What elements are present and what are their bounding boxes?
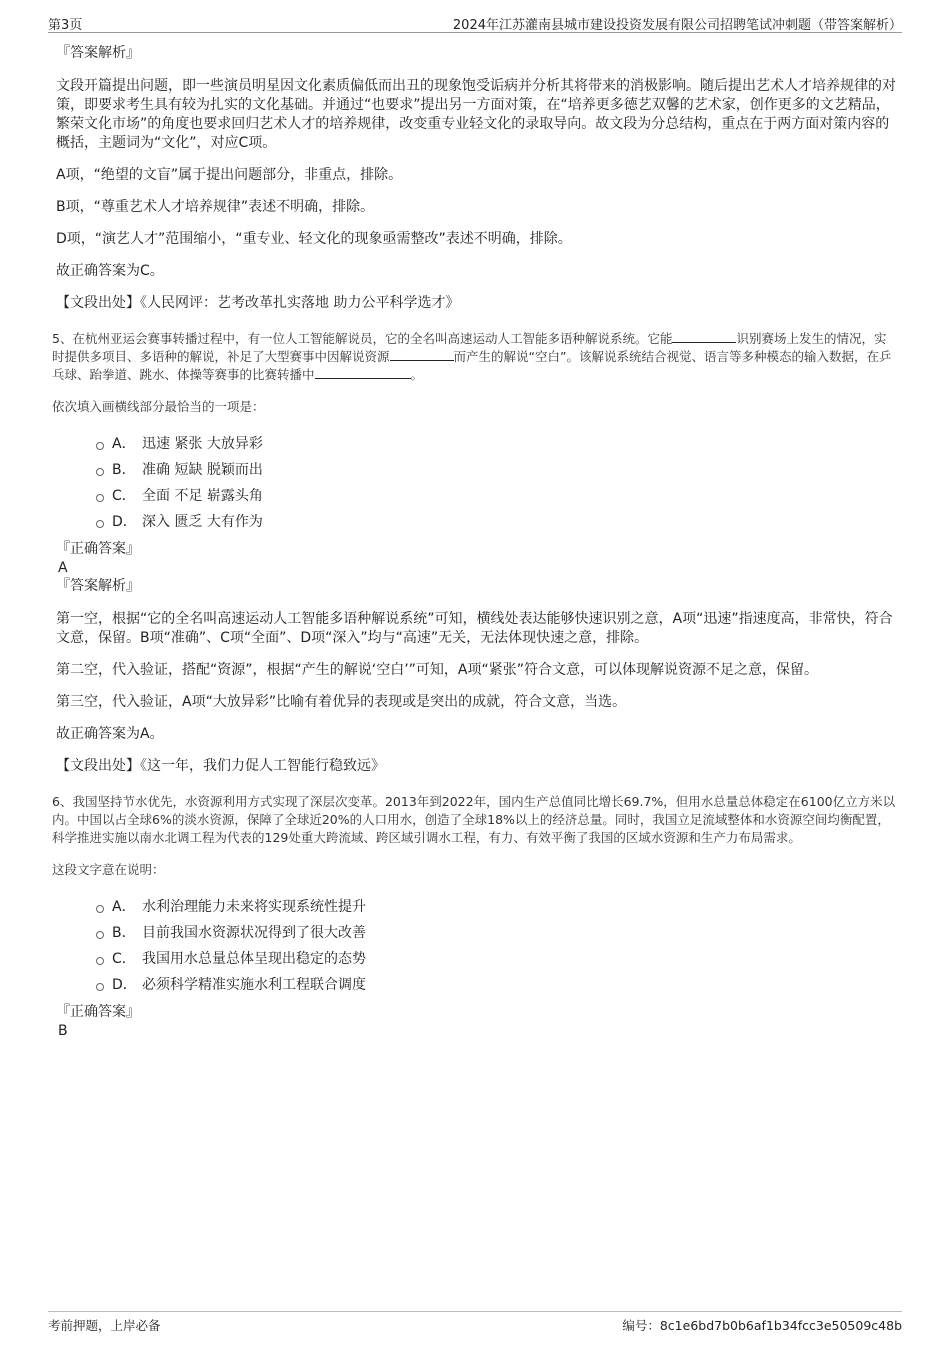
radio-icon[interactable] (96, 494, 104, 502)
option-text: 我国用水总量总体呈现出稳定的态势 (142, 951, 366, 967)
fill-blank-1 (672, 330, 736, 343)
page-content (52, 44, 896, 1040)
option-text: 深入 匮乏 大有作为 (142, 514, 263, 530)
radio-icon[interactable] (96, 468, 104, 476)
correct-answer: B (58, 1023, 68, 1039)
page-number: 第3页 (48, 18, 83, 33)
option-letter: A． (112, 436, 136, 452)
page-footer (48, 1311, 902, 1335)
radio-icon[interactable] (96, 905, 104, 913)
analysis-label: 『答案解析』 (56, 45, 140, 61)
option-list (96, 893, 896, 997)
radio-icon[interactable] (96, 442, 104, 450)
analysis-label: 『答案解析』 (56, 578, 140, 594)
option-d[interactable] (96, 971, 896, 997)
option-a[interactable] (96, 893, 896, 919)
source-citation: 【文段出处】《这一年，我们力促人工智能行稳致远》 (56, 758, 385, 774)
option-text: 准确 短缺 脱颖而出 (142, 462, 263, 478)
option-text: 目前我国水资源状况得到了很大改善 (142, 925, 366, 941)
fill-blank-3 (315, 366, 411, 379)
document-id: 编号：8c1e6bd7b0b6af1b34fcc3e50509c48b (622, 1318, 902, 1333)
option-b[interactable] (96, 456, 896, 482)
option-c[interactable] (96, 482, 896, 508)
option-text: 全面 不足 崭露头角 (142, 488, 263, 504)
question-prompt: 这段文字意在说明： (52, 862, 165, 877)
option-letter: C． (112, 488, 136, 504)
analysis-conclusion: 故正确答案为A。 (56, 726, 164, 742)
option-letter: C． (112, 951, 136, 967)
radio-icon[interactable] (96, 520, 104, 528)
option-letter: B． (112, 462, 136, 478)
option-letter: B． (112, 925, 136, 941)
option-c[interactable] (96, 945, 896, 971)
analysis-option-b: B项，“尊重艺术人才培养规律”表述不明确，排除。 (56, 199, 375, 215)
analysis-paragraph-3: 第三空，代入验证，A项“大放异彩”比喻有着优异的表现或是突出的成就，符合文意，当选。 (56, 694, 627, 710)
question-prompt: 依次填入画横线部分最恰当的一项是： (52, 399, 265, 414)
footer-slogan: 考前押题，上岸必备 (48, 1318, 161, 1333)
option-a[interactable] (96, 430, 896, 456)
option-text: 迅速 紧张 大放异彩 (142, 436, 263, 452)
option-text: 必须科学精准实施水利工程联合调度 (142, 977, 366, 993)
analysis-paragraph-1: 第一空，根据“它的全名叫高速运动人工智能多语种解说系统”可知，横线处表达能够快速识别之意，A项“迅速”指速度高，非常快，符合文意，保留。B项“准确”、C项“全面”、D项“深入”均与“高速”无关，无法体现快速之意，排除。 (56, 611, 893, 646)
fill-blank-2 (390, 348, 454, 361)
option-letter: D． (112, 977, 137, 993)
option-d[interactable] (96, 508, 896, 534)
document-title: 2024年江苏灌南县城市建设投资发展有限公司招聘笔试冲刺题（带答案解析） (452, 18, 902, 33)
analysis-option-a: A项，“绝望的文盲”属于提出问题部分，非重点，排除。 (56, 167, 403, 183)
option-list (96, 430, 896, 534)
option-text: 水利治理能力未来将实现系统性提升 (142, 899, 366, 915)
radio-icon[interactable] (96, 957, 104, 965)
correct-answer: A (58, 560, 68, 576)
question-stem: 5、在杭州亚运会赛事转播过程中，有一位人工智能解说员，它的全名叫高速运动人工智能多语种解说系统。它能 识别赛场上发生的情况，实时提供多项目、多语种的解说，补足了大型赛事中因解说资源 而产生的解说“空白”。该解说系统结合视觉、语言等多种模态的输入数据，在乒乓球、跆拳道、跳水、体操等赛事的比赛转播中 。 (52, 331, 892, 382)
question-stem: 6、我国坚持节水优先，水资源利用方式实现了深层次变革。2013年到2022年，国内生产总值同比增长69.7%，但用水总量总体稳定在6100亿立方米以内。中国以占全球6%的淡水资源，保障了全球近20%的人口用水，创造了全球18%以上的经济总量。同时，我国立足流域整体和水资源空间均衡配置，科学推进实施以南水北调工程为代表的129处重大跨流域、跨区域引调水工程，有力、有效平衡了我国的区域水资源和生产力布局需求。 (52, 794, 896, 845)
answer-label: 『正确答案』 (56, 541, 140, 557)
option-letter: D． (112, 514, 137, 530)
option-letter: A． (112, 899, 136, 915)
answer-label: 『正确答案』 (56, 1004, 140, 1020)
analysis-paragraph-2: 第二空，代入验证，搭配“资源”，根据“产生的解说‘空白’”可知，A项“紧张”符合文意，可以体现解说资源不足之意，保留。 (56, 662, 818, 678)
source-citation: 【文段出处】《人民网评：艺考改革扎实落地 助力公平科学选才》 (56, 295, 460, 311)
analysis-option-d: D项，“演艺人才”范围缩小，“重专业、轻文化的现象亟需整改”表述不明确，排除。 (56, 231, 572, 247)
page-header (48, 10, 902, 33)
analysis-paragraph: 文段开篇提出问题，即一些演员明星因文化素质偏低而出丑的现象饱受诟病并分析其将带来的消极影响。随后提出艺术人才培养规律的对策，即要求考生具有较为扎实的文化基础。并通过“也要求”提出另一方面对策，在“培养更多德艺双馨的艺术家，创作更多的文艺精品，繁荣文化市场”的角度也要求回归艺术人才的培养规律，改变重专业轻文化的录取导向。故文段为分总结构，重点在于两方面对策内容的概括，主题词为“文化”，对应C项。 (56, 78, 896, 151)
radio-icon[interactable] (96, 931, 104, 939)
option-b[interactable] (96, 919, 896, 945)
radio-icon[interactable] (96, 983, 104, 991)
analysis-conclusion: 故正确答案为C。 (56, 263, 164, 279)
